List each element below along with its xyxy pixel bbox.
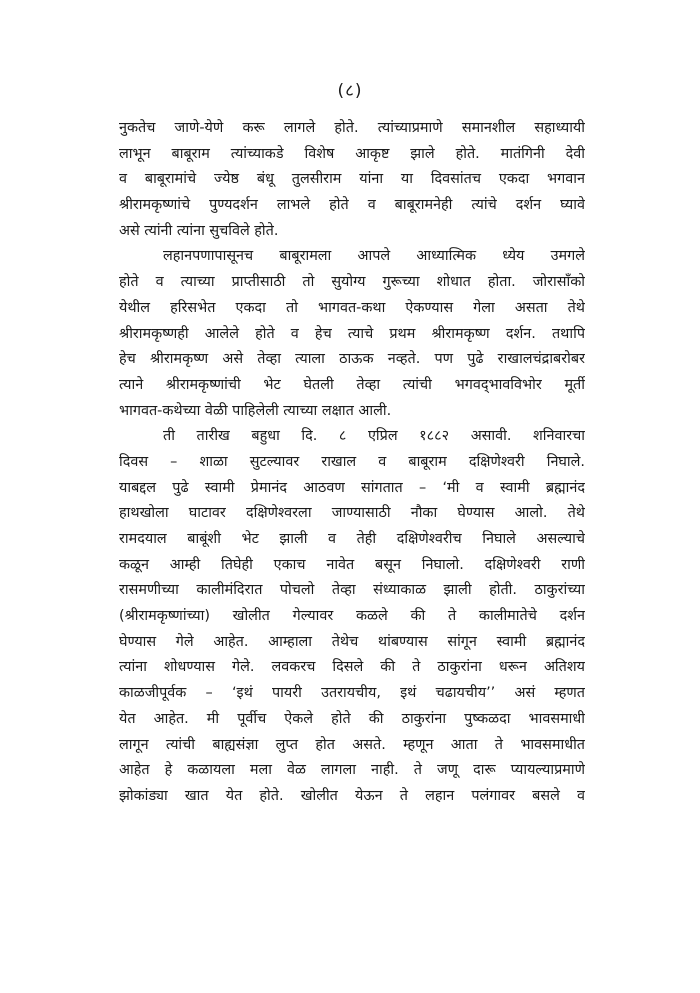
text-line: व बाबूरामांचे ज्येष्ठ बंधू तुलसीराम यांना या दिवसांतच एकदा भगवान — [119, 171, 585, 188]
text-line: नुकतेच जाणे-येणे करू लागले होते. त्यांच्याप्रमाणे समानशील सहाध्यायी — [119, 120, 585, 136]
text-line: काळजीपूर्वक – ‘इथं पायरी उतरायचीय, इथं चढायचीय’’ असं म्हणत — [119, 685, 585, 702]
text-line: कळून आम्ही तिघेही एकाच नावेत बसून निघालो. दक्षिणेश्वरी राणी — [119, 556, 585, 573]
text-line: आहेत हे कळायला मला वेळ लागला नाही. ते जणू दारू प्यायल्याप्रमाणे — [119, 762, 585, 779]
text-line: रामदयाल बाबूंशी भेट झाली व तेही दक्षिणेश्वरीच निघाले असल्याचे — [119, 531, 585, 547]
text-line: दिवस – शाळा सुटल्यावर राखाल व बाबूराम दक्षिणेश्वरी निघाले. — [119, 453, 585, 470]
text-line: त्याने श्रीरामकृष्णांची भेट घेतली तेव्हा त्यांची भगवद्‌भावविभोर मूर्ती — [119, 376, 585, 393]
text-line: भागवत-कथेच्या वेळी पाहिलेली त्याच्या लक्षात आली. — [119, 402, 392, 419]
text-line: लागून त्यांची बाह्यसंज्ञा लुप्त होत असते. म्हणून आता ते भावसमाधीत — [119, 736, 585, 753]
text-line: घेण्यास गेले आहेत. आम्हाला तेथेच थांबण्यास सांगून स्वामी ब्रह्मानंद — [119, 633, 585, 650]
text-line: हाथखोला घाटावर दक्षिणेश्वरला जाण्यासाठी नौका घेण्यास आलो. तेथे — [119, 505, 585, 522]
text-line: ती तारीख बहुधा दि. ८ एप्रिल १८८२ असावी. शनिवारचा — [163, 428, 585, 445]
page-number: (८) — [337, 81, 363, 101]
text-line: रासमणीच्या कालीमंदिरात पोचलो तेव्हा संध्याकाळ झाली होती. ठाकुरांच्या — [119, 582, 585, 599]
text-line: असे त्यांनी त्यांना सुचविले होते. — [119, 222, 279, 239]
text-line: होते व त्याच्या प्राप्तीसाठी तो सुयोग्य गुरूच्या शोधात होता. जोरासाँको — [119, 274, 585, 291]
text-line: लहानपणापासूनच बाबूरामला आपले आध्यात्मिक ध्येय उमगले — [163, 248, 585, 265]
text-line: श्रीरामकृष्णांचे पुण्यदर्शन लाभले होते व बाबूरामनेही त्यांचे दर्शन घ्यावे — [119, 197, 585, 214]
text-line: श्रीरामकृष्णही आलेले होते व हेच त्याचे प्रथम श्रीरामकृष्ण दर्शन. तथापि — [119, 325, 585, 342]
text-line: येथील हरिसभेत एकदा तो भागवत-कथा ऐकण्यास गेला असता तेथे — [119, 299, 585, 316]
text-line: येत आहेत. मी पूर्वीच ऐकले होते की ठाकुरांना पुष्कळदा भावसमाधी — [119, 710, 585, 727]
text-line: (श्रीरामकृष्णांच्या) खोलीत गेल्यावर कळले की ते कालीमातेचे दर्शन — [119, 608, 585, 625]
text-line: लाभून बाबूराम त्यांच्याकडे विशेष आकृष्ट झाले होते. मातंगिनी देवी — [119, 145, 585, 162]
text-line: त्यांना शोधण्यास गेले. लवकरच दिसले की ते ठाकुरांना धरून अतिशय — [119, 659, 585, 676]
text-line: हेच श्रीरामकृष्ण असे तेव्हा त्याला ठाऊक नव्हते. पण पुढे राखालचंद्राबरोबर — [119, 351, 585, 368]
text-line: झोकांड्या खात येत होते. खोलीत येऊन ते लहान पलंगावर बसले व — [119, 787, 585, 804]
body-text — [119, 116, 585, 810]
text-line: याबद्दल पुढे स्वामी प्रेमानंद आठवण सांगतात – ‘मी व स्वामी ब्रह्मानंद — [119, 479, 585, 496]
